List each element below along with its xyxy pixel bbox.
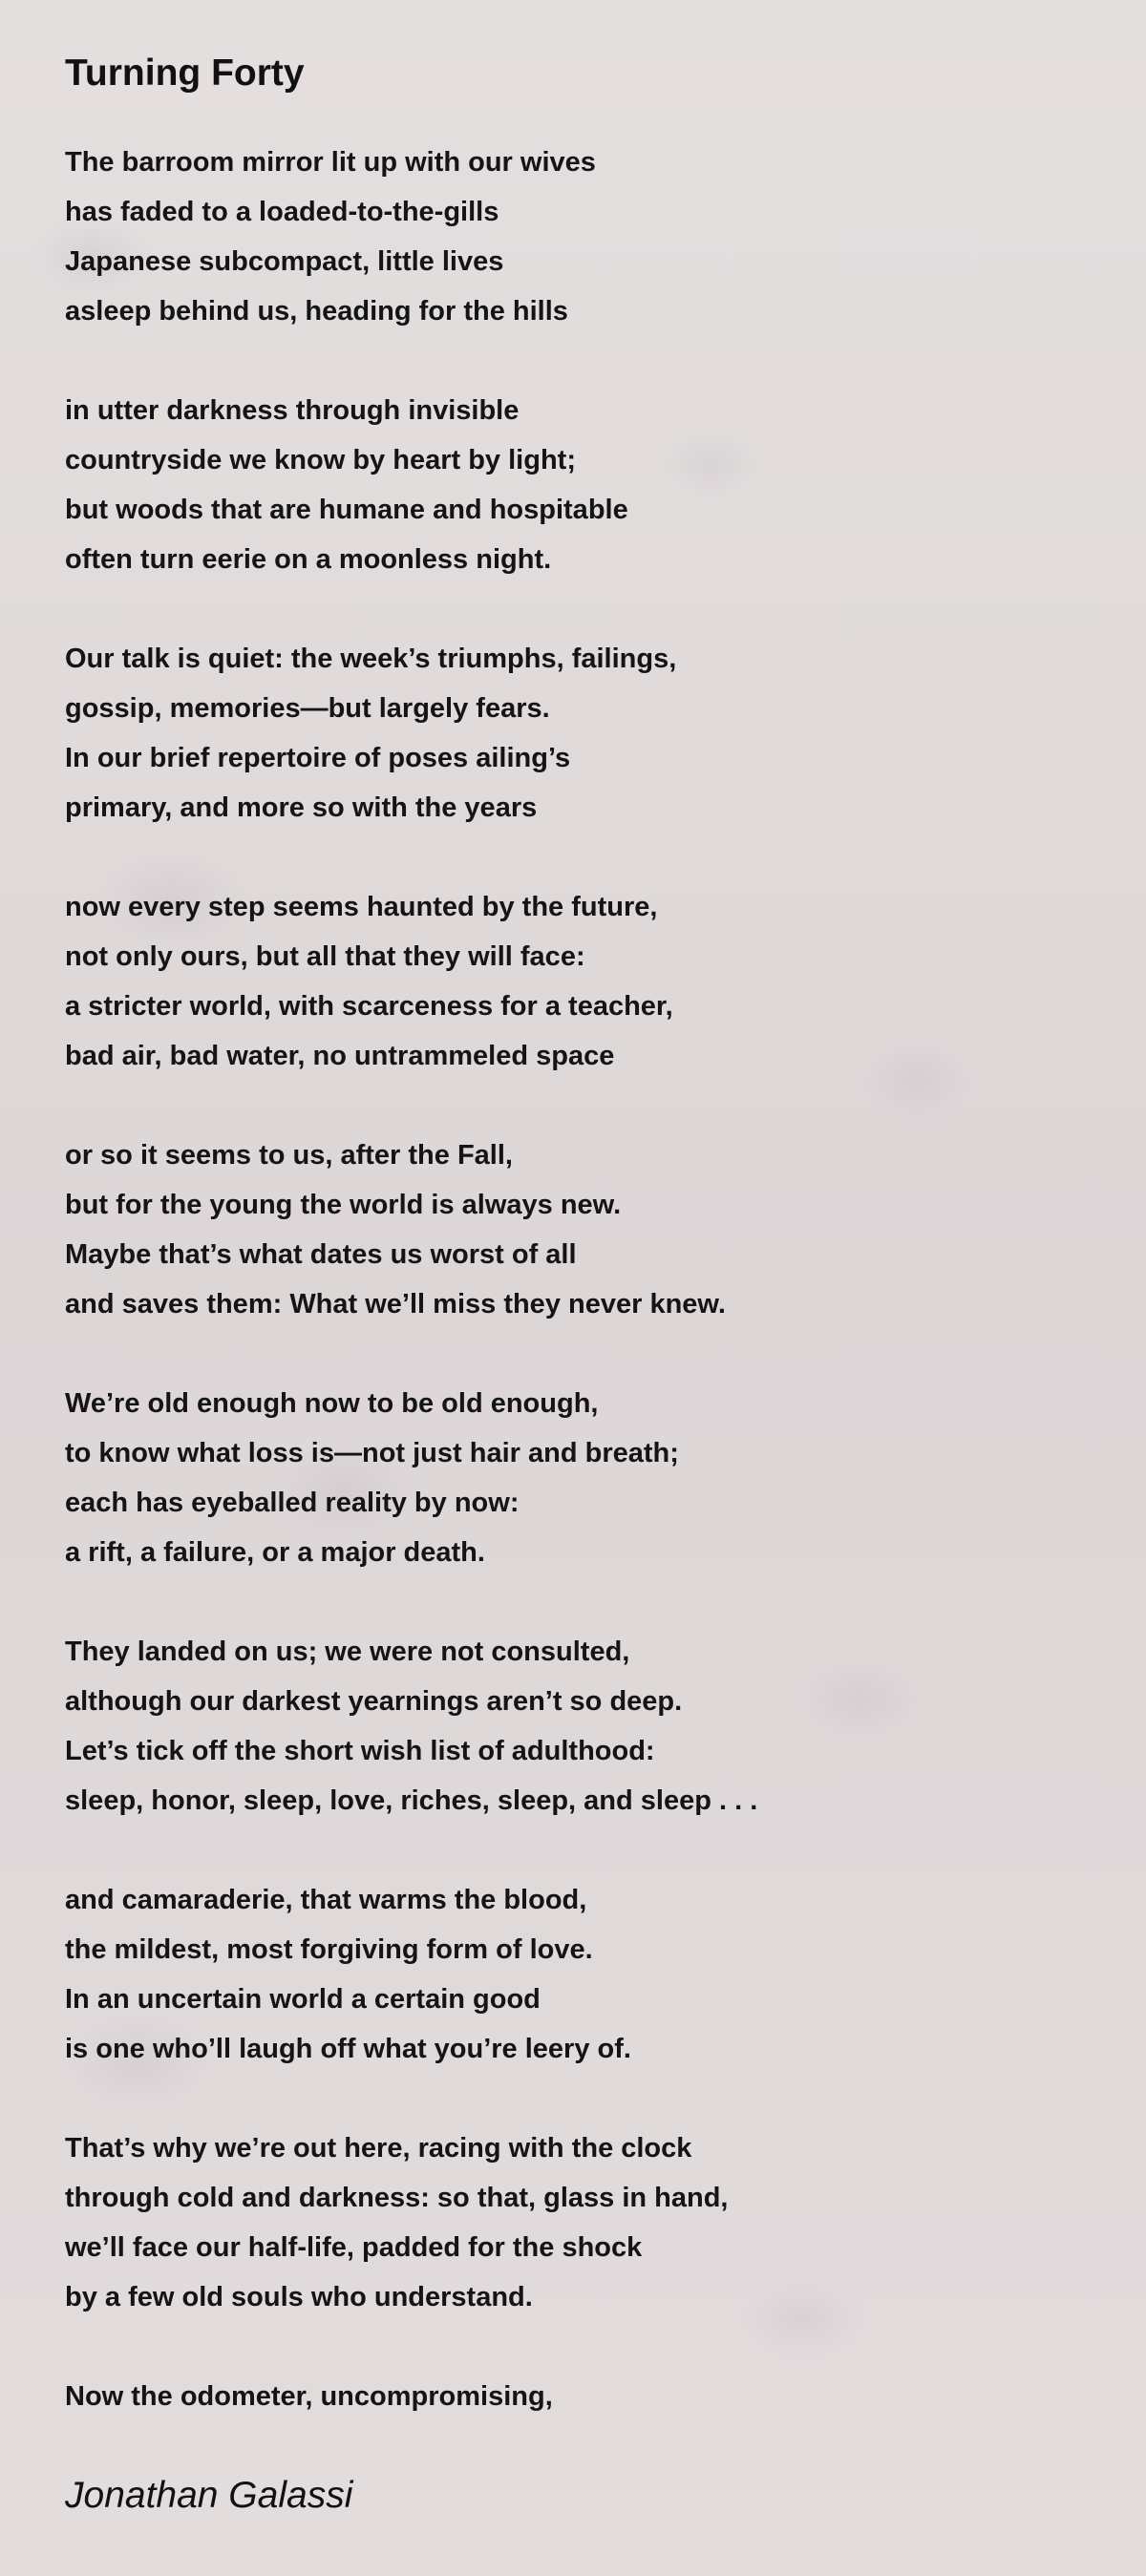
stanza-1: [65, 137, 1096, 336]
stanza-7: [65, 1627, 1096, 1826]
poem-container: [65, 50, 1096, 2521]
poem-line: by a few old souls who understand.: [65, 2282, 533, 2312]
poem-author: Jonathan Galassi: [65, 2475, 353, 2516]
poem-line: is one who’ll laugh off what you’re leery of.: [65, 2034, 631, 2064]
stanza-4: [65, 882, 1096, 1081]
poem-line: They landed on us; we were not consulted,: [65, 1636, 630, 1667]
poem-line: we’ll face our half-life, padded for the shock: [65, 2232, 643, 2263]
poem-line: Our talk is quiet: the week’s triumphs, failings,: [65, 644, 677, 674]
poem-line: bad air, bad water, no untrammeled space: [65, 1041, 615, 1071]
poem-line: the mildest, most forgiving form of love.: [65, 1934, 593, 1965]
poem-line: Japanese subcompact, little lives: [65, 246, 504, 277]
poem-line: but woods that are humane and hospitable: [65, 495, 628, 525]
poem-line: asleep behind us, heading for the hills: [65, 296, 568, 327]
stanza-2: [65, 386, 1096, 584]
poem-line: sleep, honor, sleep, love, riches, sleep, and sleep . . .: [65, 1785, 758, 1816]
poem-line: a rift, a failure, or a major death.: [65, 1537, 485, 1568]
poem-line: to know what loss is—not just hair and breath;: [65, 1438, 679, 1468]
stanza-3: [65, 634, 1096, 833]
poem-line: often turn eerie on a moonless night.: [65, 544, 552, 575]
stanza-10: [65, 2372, 1096, 2421]
poem-line: The barroom mirror lit up with our wives: [65, 147, 596, 178]
poem-line: through cold and darkness: so that, glass in hand,: [65, 2183, 729, 2213]
poem-line: That’s why we’re out here, racing with the clock: [65, 2133, 692, 2164]
poem-line: although our darkest yearnings aren’t so deep.: [65, 1686, 683, 1717]
stanza-6: [65, 1379, 1096, 1577]
stanza-5: [65, 1130, 1096, 1329]
poem-line: a stricter world, with scarceness for a teacher,: [65, 991, 673, 1022]
stanza-9: [65, 2123, 1096, 2322]
poem-line: each has eyeballed reality by now:: [65, 1488, 520, 1518]
poem-line: countryside we know by heart by light;: [65, 445, 576, 475]
poem-line: not only ours, but all that they will face:: [65, 941, 585, 972]
poem-line: but for the young the world is always new.: [65, 1190, 622, 1220]
poem-line: gossip, memories—but largely fears.: [65, 693, 550, 724]
poem-line: Maybe that’s what dates us worst of all: [65, 1239, 577, 1270]
poem-line: Let’s tick off the short wish list of adulthood:: [65, 1736, 655, 1766]
poem-line: and camaraderie, that warms the blood,: [65, 1885, 587, 1915]
poem-title: Turning Forty: [65, 53, 305, 94]
poem-line: and saves them: What we’ll miss they never knew.: [65, 1289, 726, 1320]
poem-line: We’re old enough now to be old enough,: [65, 1388, 599, 1419]
poem-line: now every step seems haunted by the future,: [65, 892, 658, 922]
poem-line: Now the odometer, uncompromising,: [65, 2381, 553, 2412]
poem-line: In our brief repertoire of poses ailing’s: [65, 743, 571, 773]
poem-line: has faded to a loaded-to-the-gills: [65, 197, 499, 227]
poem-line: In an uncertain world a certain good: [65, 1984, 541, 2015]
stanza-8: [65, 1875, 1096, 2074]
poem-line: in utter darkness through invisible: [65, 395, 520, 426]
poem-line: primary, and more so with the years: [65, 792, 538, 823]
poem-line: or so it seems to us, after the Fall,: [65, 1140, 513, 1171]
